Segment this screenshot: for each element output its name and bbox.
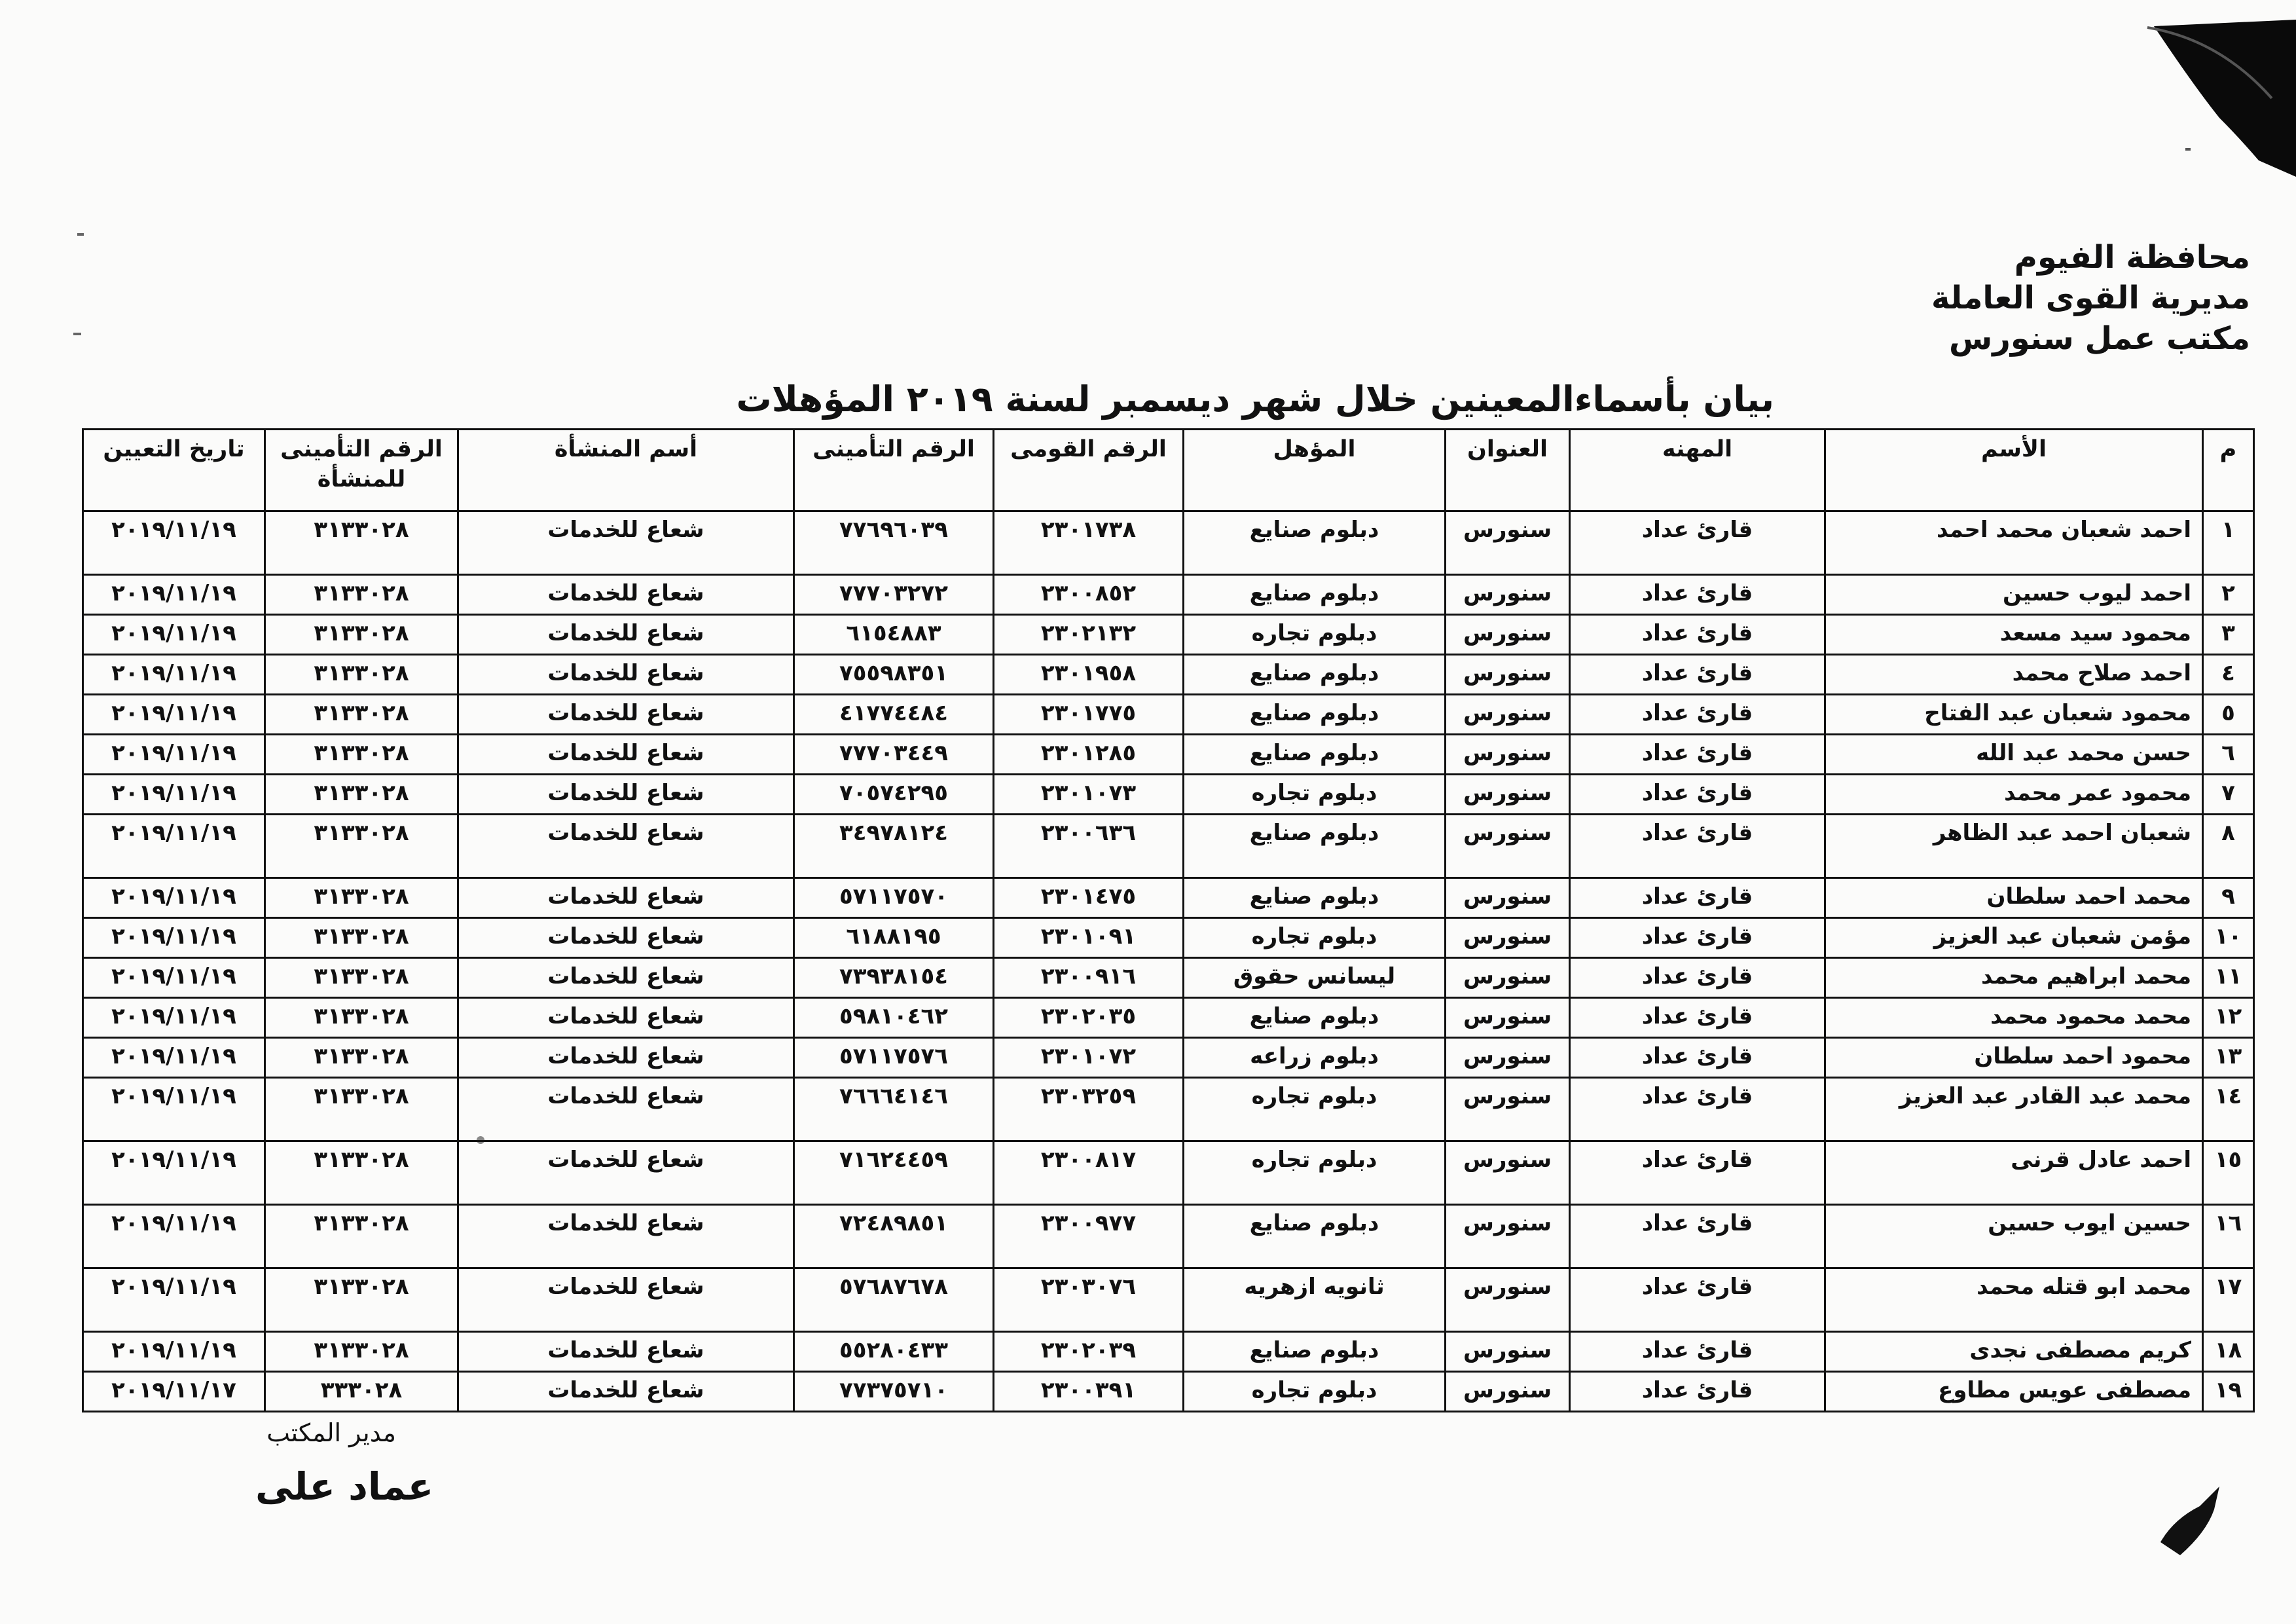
employees-table: [82, 428, 2255, 1412]
cell-national-id: ٢٣٠١٢٨٥: [994, 735, 1184, 775]
cell-qualification: ثانويه ازهريه: [1184, 1268, 1446, 1332]
cell-est-insurance-no: ٣٣٣٠٢٨: [265, 1372, 458, 1412]
table-row: [83, 1372, 2254, 1412]
cell-establishment: شعاع للخدمات: [458, 1268, 794, 1332]
governorate-line: محافظة الفيوم: [2014, 239, 2250, 276]
cell-est-insurance-no: ٣١٣٣٠٢٨: [265, 918, 458, 958]
cell-hire-date: ٢٠١٩/١١/١٩: [83, 511, 265, 575]
cell-hire-date: ٢٠١٩/١١/١٩: [83, 1268, 265, 1332]
cell-establishment: شعاع للخدمات: [458, 775, 794, 815]
cell-name: احمد ليوب حسين: [1825, 575, 2203, 615]
cell-profession: قارئ عداد: [1570, 1372, 1825, 1412]
cell-address: سنورس: [1446, 511, 1570, 575]
cell-est-insurance-no: ٣١٣٣٠٢٨: [265, 575, 458, 615]
cell-index: ٦: [2203, 735, 2254, 775]
cell-index: ١٩: [2203, 1372, 2254, 1412]
cell-address: سنورس: [1446, 695, 1570, 735]
cell-establishment: شعاع للخدمات: [458, 575, 794, 615]
signatory-role: مدير المكتب: [266, 1418, 396, 1447]
cell-address: سنورس: [1446, 655, 1570, 695]
table-row: [83, 511, 2254, 575]
cell-insurance-no: ٦١٥٤٨٨٣: [794, 615, 994, 655]
table-body: [83, 511, 2254, 1412]
cell-profession: قارئ عداد: [1570, 735, 1825, 775]
cell-address: سنورس: [1446, 735, 1570, 775]
cell-name: كريم مصطفى نجدى: [1825, 1332, 2203, 1372]
cell-hire-date: ٢٠١٩/١١/١٩: [83, 575, 265, 615]
cell-profession: قارئ عداد: [1570, 998, 1825, 1038]
cell-profession: قارئ عداد: [1570, 1268, 1825, 1332]
cell-index: ١٨: [2203, 1332, 2254, 1372]
cell-insurance-no: ٥٧١١٧٥٧٦: [794, 1038, 994, 1078]
table-row: [83, 998, 2254, 1038]
cell-qualification: ليسانس حقوق: [1184, 958, 1446, 998]
scan-corner-mark-top-right: [2141, 20, 2296, 177]
table-row: [83, 575, 2254, 615]
cell-qualification: دبلوم صنايع: [1184, 695, 1446, 735]
cell-qualification: دبلوم صنايع: [1184, 655, 1446, 695]
col-header-establishment: أسم المنشأة: [458, 430, 794, 511]
cell-qualification: دبلوم تجاره: [1184, 1372, 1446, 1412]
cell-qualification: دبلوم صنايع: [1184, 511, 1446, 575]
office-line: مكتب عمل سنورس: [1948, 320, 2250, 357]
cell-national-id: ٢٣٠٠٩٧٧: [994, 1205, 1184, 1268]
cell-profession: قارئ عداد: [1570, 918, 1825, 958]
cell-est-insurance-no: ٣١٣٣٠٢٨: [265, 775, 458, 815]
cell-est-insurance-no: ٣١٣٣٠٢٨: [265, 1141, 458, 1205]
cell-index: ٣: [2203, 615, 2254, 655]
cell-national-id: ٢٣٠٠٨١٧: [994, 1141, 1184, 1205]
cell-establishment: شعاع للخدمات: [458, 998, 794, 1038]
table-row: [83, 1141, 2254, 1205]
cell-hire-date: ٢٠١٩/١١/١٩: [83, 695, 265, 735]
cell-address: سنورس: [1446, 878, 1570, 918]
table-row: [83, 1205, 2254, 1268]
cell-address: سنورس: [1446, 1205, 1570, 1268]
cell-insurance-no: ٦١٨٨١٩٥: [794, 918, 994, 958]
cell-qualification: دبلوم صنايع: [1184, 735, 1446, 775]
cell-hire-date: ٢٠١٩/١١/١٩: [83, 878, 265, 918]
cell-qualification: دبلوم تجاره: [1184, 615, 1446, 655]
cell-national-id: ٢٣٠٢١٣٢: [994, 615, 1184, 655]
cell-qualification: دبلوم تجاره: [1184, 1141, 1446, 1205]
cell-index: ١٧: [2203, 1268, 2254, 1332]
cell-address: سنورس: [1446, 1078, 1570, 1141]
cell-qualification: دبلوم تجاره: [1184, 1078, 1446, 1141]
cell-est-insurance-no: ٣١٣٣٠٢٨: [265, 1038, 458, 1078]
cell-index: ٨: [2203, 815, 2254, 878]
cell-index: ١٢: [2203, 998, 2254, 1038]
cell-national-id: ٢٣٠١٧٣٨: [994, 511, 1184, 575]
speck-mark: [2185, 148, 2191, 151]
table-row: [83, 1332, 2254, 1372]
cell-insurance-no: ٧٧٧٠٣٤٤٩: [794, 735, 994, 775]
cell-est-insurance-no: ٣١٣٣٠٢٨: [265, 511, 458, 575]
cell-hire-date: ٢٠١٩/١١/١٩: [83, 735, 265, 775]
cell-insurance-no: ٣٤٩٧٨١٢٤: [794, 815, 994, 878]
table-row: [83, 878, 2254, 918]
letterhead: [1931, 237, 2250, 359]
cell-index: ١٦: [2203, 1205, 2254, 1268]
cell-index: ١: [2203, 511, 2254, 575]
cell-address: سنورس: [1446, 575, 1570, 615]
signature-block: [255, 1417, 434, 1513]
cell-national-id: ٢٣٠٣٢٥٩: [994, 1078, 1184, 1141]
cell-profession: قارئ عداد: [1570, 1141, 1825, 1205]
cell-profession: قارئ عداد: [1570, 775, 1825, 815]
cell-qualification: دبلوم صنايع: [1184, 815, 1446, 878]
cell-index: ٥: [2203, 695, 2254, 735]
cell-hire-date: ٢٠١٩/١١/١٧: [83, 1372, 265, 1412]
cell-est-insurance-no: ٣١٣٣٠٢٨: [265, 878, 458, 918]
cell-hire-date: ٢٠١٩/١١/١٩: [83, 1205, 265, 1268]
cell-hire-date: ٢٠١٩/١١/١٩: [83, 655, 265, 695]
cell-name: محمود عمر محمد: [1825, 775, 2203, 815]
cell-qualification: دبلوم صنايع: [1184, 1205, 1446, 1268]
cell-profession: قارئ عداد: [1570, 511, 1825, 575]
cell-national-id: ٢٣٠٠٩١٦: [994, 958, 1184, 998]
table-row: [83, 695, 2254, 735]
cell-name: محمد محمود محمد: [1825, 998, 2203, 1038]
cell-index: ٤: [2203, 655, 2254, 695]
cell-name: حسين ايوب حسين: [1825, 1205, 2203, 1268]
cell-name: مصطفى عويس مطاوع: [1825, 1372, 2203, 1412]
cell-establishment: شعاع للخدمات: [458, 815, 794, 878]
cell-national-id: ٢٣٠٢٠٣٥: [994, 998, 1184, 1038]
cell-hire-date: ٢٠١٩/١١/١٩: [83, 1078, 265, 1141]
cell-index: ١١: [2203, 958, 2254, 998]
cell-profession: قارئ عداد: [1570, 575, 1825, 615]
table-header-row: [83, 430, 2254, 511]
cell-profession: قارئ عداد: [1570, 1078, 1825, 1141]
cell-est-insurance-no: ٣١٣٣٠٢٨: [265, 615, 458, 655]
table-row: [83, 775, 2254, 815]
cell-qualification: دبلوم تجاره: [1184, 775, 1446, 815]
cell-establishment: شعاع للخدمات: [458, 735, 794, 775]
cell-insurance-no: ٤١٧٧٤٤٨٤: [794, 695, 994, 735]
cell-index: ١٥: [2203, 1141, 2254, 1205]
cell-national-id: ٢٣٠٠٨٥٢: [994, 575, 1184, 615]
table-row: [83, 918, 2254, 958]
cell-insurance-no: ٥٧٦٨٧٦٧٨: [794, 1268, 994, 1332]
cell-index: ٢: [2203, 575, 2254, 615]
cell-address: سنورس: [1446, 615, 1570, 655]
cell-address: سنورس: [1446, 958, 1570, 998]
table-row: [83, 1078, 2254, 1141]
col-header-profession: المهنه: [1570, 430, 1825, 511]
table-row: [83, 815, 2254, 878]
cell-national-id: ٢٣٠١٤٧٥: [994, 878, 1184, 918]
cell-name: احمد صلاح محمد: [1825, 655, 2203, 695]
cell-name: مؤمن شعبان عبد العزيز: [1825, 918, 2203, 958]
cell-name: شعبان احمد عبد الظاهر: [1825, 815, 2203, 878]
cell-national-id: ٢٣٠٠٣٩١: [994, 1372, 1184, 1412]
cell-address: سنورس: [1446, 1268, 1570, 1332]
cell-profession: قارئ عداد: [1570, 695, 1825, 735]
cell-profession: قارئ عداد: [1570, 1038, 1825, 1078]
cell-name: محمد ابراهيم محمد: [1825, 958, 2203, 998]
table-row: [83, 735, 2254, 775]
cell-address: سنورس: [1446, 775, 1570, 815]
cell-hire-date: ٢٠١٩/١١/١٩: [83, 918, 265, 958]
cell-est-insurance-no: ٣١٣٣٠٢٨: [265, 655, 458, 695]
speck-mark: [77, 233, 84, 236]
cell-hire-date: ٢٠١٩/١١/١٩: [83, 1332, 265, 1372]
cell-index: ٧: [2203, 775, 2254, 815]
cell-hire-date: ٢٠١٩/١١/١٩: [83, 1141, 265, 1205]
table-row: [83, 1038, 2254, 1078]
cell-est-insurance-no: ٣١٣٣٠٢٨: [265, 1268, 458, 1332]
cell-national-id: ٢٣٠١٠٩١: [994, 918, 1184, 958]
cell-qualification: دبلوم صنايع: [1184, 575, 1446, 615]
cell-establishment: شعاع للخدمات: [458, 958, 794, 998]
col-header-name: الأسم: [1825, 430, 2203, 511]
cell-national-id: ٢٣٠١٠٧٣: [994, 775, 1184, 815]
cell-hire-date: ٢٠١٩/١١/١٩: [83, 615, 265, 655]
cell-est-insurance-no: ٣١٣٣٠٢٨: [265, 695, 458, 735]
cell-hire-date: ٢٠١٩/١١/١٩: [83, 958, 265, 998]
cell-address: سنورس: [1446, 1141, 1570, 1205]
cell-address: سنورس: [1446, 1332, 1570, 1372]
speck-mark: [73, 333, 81, 335]
directorate-line: مديرية القوى العاملة: [1931, 280, 2250, 316]
cell-est-insurance-no: ٣١٣٣٠٢٨: [265, 958, 458, 998]
cell-insurance-no: ٧٠٥٧٤٢٩٥: [794, 775, 994, 815]
cell-est-insurance-no: ٣١٣٣٠٢٨: [265, 1078, 458, 1141]
cell-insurance-no: ٧٧٣٧٥٧١٠: [794, 1372, 994, 1412]
cell-establishment: شعاع للخدمات: [458, 918, 794, 958]
cell-national-id: ٢٣٠١٠٧٢: [994, 1038, 1184, 1078]
col-header-national-id: الرقم القومى: [994, 430, 1184, 511]
cell-national-id: ٢٣٠٢٠٣٩: [994, 1332, 1184, 1372]
cell-establishment: شعاع للخدمات: [458, 1038, 794, 1078]
cell-est-insurance-no: ٣١٣٣٠٢٨: [265, 735, 458, 775]
col-header-hire-date: تاريخ التعيين: [83, 430, 265, 511]
scan-corner-mark-bottom-right: [2154, 1480, 2239, 1559]
cell-insurance-no: ٥٩٨١٠٤٦٢: [794, 998, 994, 1038]
cell-hire-date: ٢٠١٩/١١/١٩: [83, 815, 265, 878]
cell-profession: قارئ عداد: [1570, 958, 1825, 998]
cell-establishment: شعاع للخدمات: [458, 878, 794, 918]
cell-hire-date: ٢٠١٩/١١/١٩: [83, 998, 265, 1038]
cell-national-id: ٢٣٠١٩٥٨: [994, 655, 1184, 695]
cell-name: محمد عبد القادر عبد العزيز: [1825, 1078, 2203, 1141]
table-row: [83, 615, 2254, 655]
col-header-index: م: [2203, 430, 2254, 511]
cell-establishment: شعاع للخدمات: [458, 1205, 794, 1268]
cell-index: ١٠: [2203, 918, 2254, 958]
cell-qualification: دبلوم صنايع: [1184, 1332, 1446, 1372]
cell-est-insurance-no: ٣١٣٣٠٢٨: [265, 815, 458, 878]
cell-address: سنورس: [1446, 1038, 1570, 1078]
cell-establishment: شعاع للخدمات: [458, 1141, 794, 1205]
cell-name: محمد احمد سلطان: [1825, 878, 2203, 918]
cell-est-insurance-no: ٣١٣٣٠٢٨: [265, 1332, 458, 1372]
cell-index: ١٣: [2203, 1038, 2254, 1078]
cell-insurance-no: ٧٣٩٣٨١٥٤: [794, 958, 994, 998]
col-header-insurance-no: الرقم التأمينى: [794, 430, 994, 511]
cell-national-id: ٢٣٠٣٠٧٦: [994, 1268, 1184, 1332]
cell-profession: قارئ عداد: [1570, 615, 1825, 655]
cell-name: احمد عادل قرنى: [1825, 1141, 2203, 1205]
cell-name: حسن محمد عبد الله: [1825, 735, 2203, 775]
cell-hire-date: ٢٠١٩/١١/١٩: [83, 775, 265, 815]
cell-qualification: دبلوم تجاره: [1184, 918, 1446, 958]
cell-establishment: شعاع للخدمات: [458, 1332, 794, 1372]
cell-name: محمود سيد مسعد: [1825, 615, 2203, 655]
cell-insurance-no: ٧٢٤٨٩٨٥١: [794, 1205, 994, 1268]
cell-name: محمود شعبان عبد الفتاح: [1825, 695, 2203, 735]
cell-address: سنورس: [1446, 998, 1570, 1038]
cell-insurance-no: ٥٥٢٨٠٤٣٣: [794, 1332, 994, 1372]
cell-profession: قارئ عداد: [1570, 655, 1825, 695]
cell-profession: قارئ عداد: [1570, 815, 1825, 878]
cell-qualification: دبلوم زراعه: [1184, 1038, 1446, 1078]
cell-insurance-no: ٧١٦٢٤٤٥٩: [794, 1141, 994, 1205]
cell-establishment: شعاع للخدمات: [458, 1078, 794, 1141]
cell-establishment: شعاع للخدمات: [458, 655, 794, 695]
cell-name: احمد شعبان محمد احمد: [1825, 511, 2203, 575]
cell-insurance-no: ٧٥٥٩٨٣٥١: [794, 655, 994, 695]
cell-qualification: دبلوم صنايع: [1184, 998, 1446, 1038]
signatory-name: عماد على: [255, 1464, 434, 1509]
cell-index: ٩: [2203, 878, 2254, 918]
cell-est-insurance-no: ٣١٣٣٠٢٨: [265, 998, 458, 1038]
table-row: [83, 1268, 2254, 1332]
cell-national-id: ٢٣٠١٧٧٥: [994, 695, 1184, 735]
cell-name: محمود احمد سلطان: [1825, 1038, 2203, 1078]
cell-insurance-no: ٧٧٦٩٦٠٣٩: [794, 511, 994, 575]
cell-name: محمد ابو قتله محمد: [1825, 1268, 2203, 1332]
cell-establishment: شعاع للخدمات: [458, 615, 794, 655]
cell-profession: قارئ عداد: [1570, 1205, 1825, 1268]
cell-profession: قارئ عداد: [1570, 878, 1825, 918]
cell-national-id: ٢٣٠٠٦٣٦: [994, 815, 1184, 878]
table-row: [83, 655, 2254, 695]
cell-index: ١٤: [2203, 1078, 2254, 1141]
cell-hire-date: ٢٠١٩/١١/١٩: [83, 1038, 265, 1078]
cell-address: سنورس: [1446, 815, 1570, 878]
cell-address: سنورس: [1446, 918, 1570, 958]
cell-establishment: شعاع للخدمات: [458, 1372, 794, 1412]
cell-est-insurance-no: ٣١٣٣٠٢٨: [265, 1205, 458, 1268]
col-header-address: العنوان: [1446, 430, 1570, 511]
cell-establishment: شعاع للخدمات: [458, 511, 794, 575]
col-header-est-insurance-no: الرقم التأمينى للمنشأة: [265, 430, 458, 511]
table-row: [83, 958, 2254, 998]
document-title: بيان بأسماءالمعينين خلال شهر ديسمبر لسنة ٢٠١٩ المؤهلات: [736, 378, 1774, 420]
cell-qualification: دبلوم صنايع: [1184, 878, 1446, 918]
cell-address: سنورس: [1446, 1372, 1570, 1412]
cell-insurance-no: ٥٧١١٧٥٧٠: [794, 878, 994, 918]
cell-profession: قارئ عداد: [1570, 1332, 1825, 1372]
cell-establishment: شعاع للخدمات: [458, 695, 794, 735]
col-header-qualification: المؤهل: [1184, 430, 1446, 511]
cell-insurance-no: ٧٦٦٦٤١٤٦: [794, 1078, 994, 1141]
cell-insurance-no: ٧٧٧٠٣٢٧٢: [794, 575, 994, 615]
